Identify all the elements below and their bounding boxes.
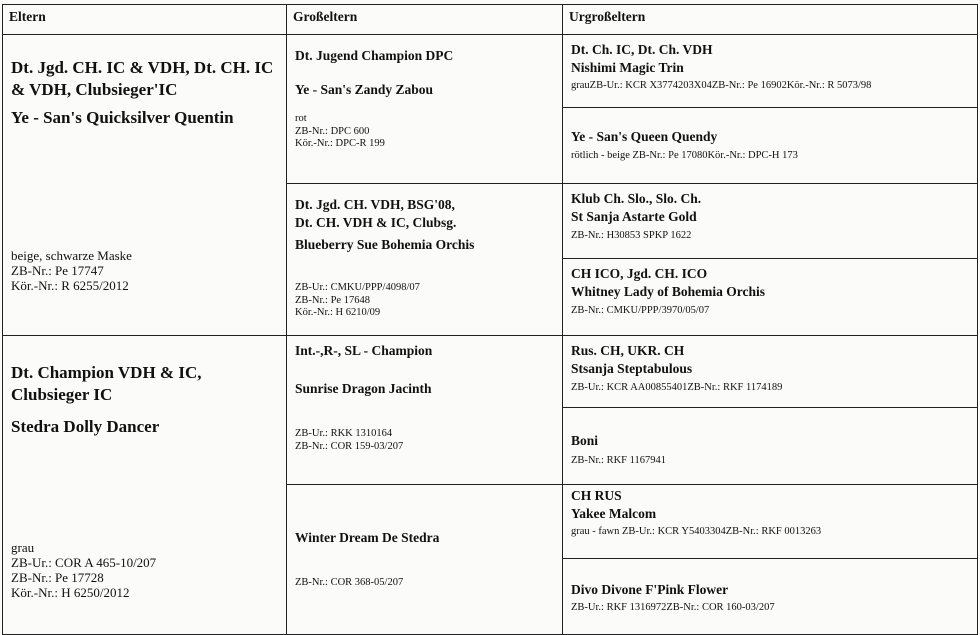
- pedigree-table: [2, 4, 978, 635]
- ggp7-cell: [563, 485, 978, 559]
- parent1-cell: [3, 35, 287, 336]
- ggp5-titles: Rus. CH, UKR. CH: [571, 343, 685, 358]
- parent2-name: Stedra Dolly Dancer: [11, 417, 160, 436]
- ggp4-cell: [563, 259, 978, 336]
- ggp3-cell: [563, 184, 978, 259]
- ggp2-name: Ye - San's Queen Quendy: [571, 129, 718, 145]
- ggp6-name: Boni: [571, 433, 599, 448]
- parent2-koer: Kör.-Nr.: H 6250/2012: [11, 585, 130, 600]
- gp3-titles: Int.-,R-, SL - Champion: [295, 343, 433, 358]
- ggp8-name: Divo Divone F'Pink Flower: [571, 582, 729, 598]
- parent1-titles: Dt. Jgd. CH. IC & VDH, Dt. CH. IC & VDH, Clubsieger'IC: [11, 58, 274, 99]
- ggp8-info: ZB-Ur.: RKF 1316972ZB-Nr.: COR 160-03/207: [571, 602, 775, 614]
- gp2-zbur: ZB-Ur.: CMKU/PPP/4098/07: [295, 282, 420, 293]
- ggp4-titles: CH ICO, Jgd. CH. ICO: [571, 266, 708, 281]
- ggp3-name: St Sanja Astarte Gold: [571, 209, 697, 224]
- gp3-cell: [287, 336, 563, 485]
- parent1-zb: ZB-Nr.: Pe 17747: [11, 263, 104, 278]
- header-great-grandparents: Urgroßeltern: [563, 5, 978, 35]
- parent1-name: Ye - San's Quicksilver Quentin: [11, 108, 234, 127]
- ggp6-info: ZB-Nr.: RKF 1167941: [571, 455, 666, 466]
- ggp8-cell: [563, 559, 978, 635]
- ggp2-cell: [563, 108, 978, 184]
- ggp5-cell: [563, 336, 978, 408]
- ggp1-name: Nishimi Magic Trin: [571, 60, 684, 75]
- ggp1-info: grauZB-Ur.: KCR X3774203X04ZB-Nr.: Pe 16902Kör.-Nr.: R 5073/98: [571, 80, 872, 91]
- gp1-cell: [287, 35, 563, 184]
- ggp6-cell: [563, 408, 978, 485]
- gp1-zb: ZB-Nr.: DPC 600: [295, 125, 370, 137]
- gp4-cell: [287, 485, 563, 635]
- gp2-titles-line1: Dt. Jgd. CH. VDH, BSG'08,: [295, 197, 455, 212]
- ggp1-titles: Dt. Ch. IC, Dt. Ch. VDH: [571, 42, 713, 57]
- ggp7-titles: CH RUS: [571, 488, 622, 503]
- gp4-name: Winter Dream De Stedra: [295, 530, 440, 545]
- ggp2-info: rötlich - beige ZB-Nr.: Pe 17080Kör.-Nr.: DPC-H 173: [571, 150, 798, 162]
- gp3-zbur: ZB-Ur.: RKK 1310164: [295, 428, 393, 439]
- ggp5-name: Stsanja Steptabulous: [571, 361, 693, 376]
- gp1-koer: Kör.-Nr.: DPC-R 199: [295, 138, 385, 149]
- gp3-name: Sunrise Dragon Jacinth: [295, 381, 432, 396]
- gp1-titles: Dt. Jugend Champion DPC: [295, 48, 454, 63]
- parent2-titles: Dt. Champion VDH & IC, Clubsieger IC: [11, 363, 202, 404]
- gp1-color: rot: [295, 113, 307, 124]
- ggp5-info: ZB-Ur.: KCR AA00855401ZB-Nr.: RKF 1174189: [571, 382, 783, 393]
- parent2-zb: ZB-Nr.: Pe 17728: [11, 570, 104, 585]
- gp2-name: Blueberry Sue Bohemia Orchis: [295, 237, 475, 252]
- ggp7-info: grau - fawn ZB-Ur.: KCR Y5403304ZB-Nr.: RKF 0013263: [571, 526, 822, 537]
- gp2-titles-line2: Dt. CH. VDH & IC, Clubsg.: [295, 215, 457, 230]
- parent2-color: grau: [11, 540, 35, 555]
- parent2-cell: [3, 336, 287, 635]
- ggp1-cell: [563, 35, 978, 108]
- header-grandparents: Großeltern: [287, 5, 563, 35]
- ggp3-info: ZB-Nr.: H30853 SPKP 1622: [571, 230, 692, 241]
- header-parents: Eltern: [3, 5, 287, 35]
- ggp4-info: ZB-Nr.: CMKU/PPP/3970/05/07: [571, 305, 710, 316]
- gp4-zb: ZB-Nr.: COR 368-05/207: [295, 577, 404, 588]
- gp2-koer: Kör.-Nr.: H 6210/09: [295, 307, 381, 318]
- parent2-zbur: ZB-Ur.: COR A 465-10/207: [11, 555, 157, 570]
- ggp4-name: Whitney Lady of Bohemia Orchis: [571, 284, 766, 299]
- ggp3-titles: Klub Ch. Slo., Slo. Ch.: [571, 191, 702, 206]
- gp3-zb: ZB-Nr.: COR 159-03/207: [295, 440, 404, 452]
- gp2-cell: [287, 184, 563, 336]
- ggp7-name: Yakee Malcom: [571, 506, 657, 521]
- parent1-koer: Kör.-Nr.: R 6255/2012: [11, 278, 129, 293]
- gp2-zb: ZB-Nr.: Pe 17648: [295, 294, 370, 306]
- gp1-name: Ye - San's Zandy Zabou: [295, 82, 434, 97]
- parent1-color: beige, schwarze Maske: [11, 248, 132, 263]
